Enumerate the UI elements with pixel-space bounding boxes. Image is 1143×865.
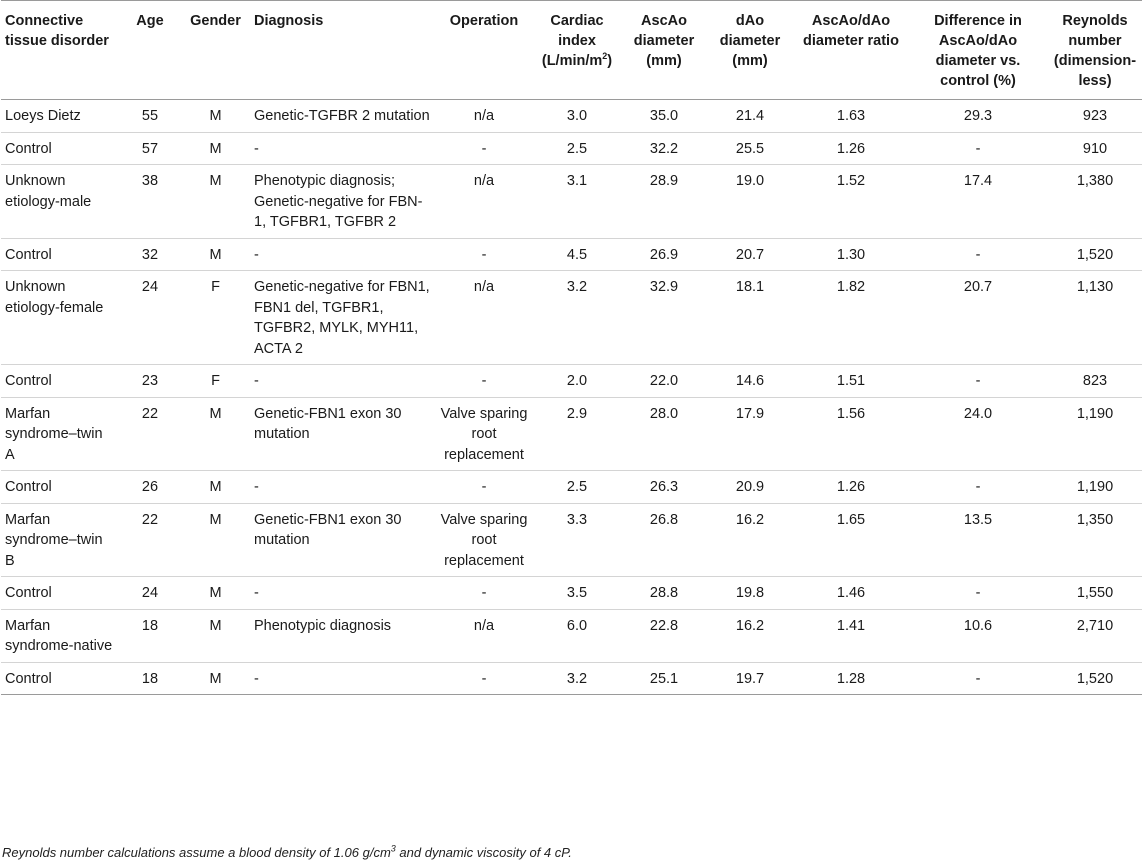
cell-difference: 20.7 <box>963 279 993 295</box>
cell-dao: 19.0 <box>735 173 765 189</box>
cell-gender: M <box>209 108 222 124</box>
cell-disorder: Unknown etiology-male <box>5 173 92 210</box>
cell-reynolds: 1,380 <box>1076 173 1114 189</box>
cell-dao: 17.9 <box>735 405 765 422</box>
cell-operation: Valve sparing root replacement <box>440 511 528 569</box>
cell-ascao: 32.2 <box>649 140 679 157</box>
footnote-text: Reynolds number calculations assume a blood density of 1.06 g/cm <box>2 845 391 860</box>
cell-ascao: 22.0 <box>649 373 679 389</box>
cell-operation: Valve sparing root replacement <box>440 405 528 463</box>
cell-ascao: 25.1 <box>649 670 679 687</box>
cell-diagnosis: - <box>254 670 259 687</box>
cell-operation: - <box>481 479 487 495</box>
cell-ascao: 32.9 <box>649 279 679 295</box>
header-dao: dAo diameter (mm) <box>719 13 781 69</box>
table-row <box>1 238 1142 271</box>
header-diagnosis: Diagnosis <box>254 13 324 29</box>
cell-disorder: Control <box>5 670 52 687</box>
cell-ascao: 26.9 <box>649 246 679 263</box>
cell-ratio: 1.41 <box>836 617 866 634</box>
cell-reynolds: 923 <box>1082 108 1108 124</box>
cell-ratio: 1.30 <box>836 246 866 263</box>
cell-cardiac-index: 3.1 <box>566 173 588 189</box>
cell-difference: - <box>975 373 981 389</box>
cell-difference: - <box>975 585 981 601</box>
table-body <box>1 100 1142 695</box>
cell-operation: - <box>481 585 487 601</box>
cell-diagnosis: Genetic-TGFBR 2 mutation <box>254 108 430 124</box>
cell-ratio: 1.51 <box>836 373 866 389</box>
cell-age: 22 <box>141 511 159 528</box>
cell-age: 26 <box>141 479 159 495</box>
table-row <box>1 397 1142 471</box>
cell-diagnosis: - <box>254 585 259 601</box>
cell-gender: F <box>211 373 220 389</box>
cell-diagnosis: Genetic-FBN1 exon 30 mutation <box>254 511 402 548</box>
cell-gender: M <box>209 617 222 634</box>
cell-disorder: Loeys Dietz <box>5 108 81 124</box>
cell-disorder: Marfan syndrome–twin B <box>5 511 103 569</box>
cell-cardiac-index: 3.3 <box>566 511 588 528</box>
cell-ascao: 28.0 <box>649 405 679 422</box>
cell-cardiac-index: 3.2 <box>566 670 588 687</box>
cell-reynolds: 910 <box>1082 140 1108 157</box>
cell-disorder: Control <box>5 585 52 601</box>
cell-age: 22 <box>141 405 159 422</box>
cell-ratio: 1.46 <box>836 585 866 601</box>
cell-reynolds: 1,130 <box>1076 279 1114 295</box>
cell-age: 38 <box>141 173 159 189</box>
cell-disorder: Control <box>5 373 52 389</box>
cell-operation: - <box>481 373 487 389</box>
cell-age: 18 <box>141 617 159 634</box>
footnote-sup: 3 <box>390 843 396 854</box>
cell-gender: M <box>209 173 222 189</box>
table-row <box>1 365 1142 398</box>
cell-disorder: Marfan syndrome–twin A <box>5 405 103 463</box>
cell-ratio: 1.28 <box>836 670 866 687</box>
header-operation: Operation <box>449 13 519 29</box>
cell-gender: M <box>209 246 222 263</box>
cell-age: 32 <box>141 246 159 263</box>
cell-difference: 24.0 <box>963 405 993 422</box>
cell-ascao: 22.8 <box>649 617 679 634</box>
cell-diagnosis: - <box>254 140 259 157</box>
cell-ratio: 1.26 <box>836 479 866 495</box>
cell-ascao: 35.0 <box>649 108 679 124</box>
cell-ascao: 26.3 <box>649 479 679 495</box>
cell-diagnosis: Phenotypic diagnosis; Genetic-negative for FBN-1, TGFBR1, TGFBR 2 <box>254 173 423 230</box>
cell-cardiac-index: 6.0 <box>566 617 588 634</box>
header-disorder: Connective tissue disorder <box>5 13 109 49</box>
header-cardiac-index-sup: 2 <box>602 51 608 62</box>
cell-diagnosis: Genetic-negative for FBN1, FBN1 del, TGFBR1, TGFBR2, MYLK, MYH11, ACTA 2 <box>254 279 430 357</box>
table-row <box>1 609 1142 662</box>
cell-age: 18 <box>141 670 159 687</box>
cell-dao: 20.7 <box>735 246 765 263</box>
cell-reynolds: 1,550 <box>1076 585 1114 601</box>
cell-ratio: 1.65 <box>836 511 866 528</box>
footnote <box>2 845 572 860</box>
cell-operation: - <box>481 246 487 263</box>
cell-difference: - <box>975 140 981 157</box>
cell-ratio: 1.26 <box>836 140 866 157</box>
table-row <box>1 577 1142 610</box>
cell-gender: M <box>209 479 222 495</box>
table-row <box>1 165 1142 239</box>
table-row <box>1 100 1142 133</box>
cell-diagnosis: - <box>254 373 259 389</box>
cell-dao: 19.7 <box>735 670 765 687</box>
cell-operation: n/a <box>473 108 495 124</box>
cell-diagnosis: - <box>254 246 259 263</box>
cell-disorder: Marfan syndrome-native <box>5 617 113 654</box>
cell-difference: - <box>975 670 981 687</box>
cell-disorder: Control <box>5 140 52 157</box>
cell-operation: n/a <box>473 173 495 189</box>
cell-ascao: 28.8 <box>649 585 679 601</box>
cell-gender: M <box>209 140 222 157</box>
cell-reynolds: 1,350 <box>1076 511 1114 528</box>
cell-ratio: 1.52 <box>836 173 866 189</box>
cell-ascao: 26.8 <box>649 511 679 528</box>
cell-operation: n/a <box>473 617 495 634</box>
cell-ratio: 1.82 <box>836 279 866 295</box>
cell-ascao: 28.9 <box>649 173 679 189</box>
cell-diagnosis: Phenotypic diagnosis <box>254 617 392 634</box>
cell-cardiac-index: 2.5 <box>566 479 588 495</box>
cell-cardiac-index: 2.9 <box>566 405 588 422</box>
cell-dao: 21.4 <box>735 108 765 124</box>
cell-reynolds: 1,520 <box>1076 246 1114 263</box>
cell-diagnosis: Genetic-FBN1 exon 30 mutation <box>254 405 402 442</box>
cell-dao: 16.2 <box>735 511 765 528</box>
cell-ratio: 1.63 <box>836 108 866 124</box>
cell-reynolds: 823 <box>1082 373 1108 389</box>
data-table <box>1 0 1142 695</box>
header-cardiac-index-close: ) <box>607 53 613 69</box>
table-row <box>1 271 1142 365</box>
table-row <box>1 662 1142 695</box>
header-cardiac-index-text: Cardiac index (L/min/m <box>541 13 604 69</box>
header-reynolds: Reynolds number (dimension-less) <box>1053 13 1137 89</box>
footnote-text-end: and dynamic viscosity of 4 cP. <box>395 845 572 860</box>
cell-disorder: Control <box>5 479 52 495</box>
cell-dao: 18.1 <box>735 279 765 295</box>
cell-gender: M <box>209 585 222 601</box>
header-age: Age <box>136 13 164 29</box>
cell-difference: 10.6 <box>963 617 993 634</box>
cell-difference: - <box>975 246 981 263</box>
cell-reynolds: 1,190 <box>1076 405 1114 422</box>
cell-gender: M <box>209 670 222 687</box>
cell-disorder: Unknown etiology-female <box>5 279 104 316</box>
cell-age: 57 <box>141 140 159 157</box>
cell-dao: 19.8 <box>735 585 765 601</box>
cell-operation: - <box>481 140 487 157</box>
cell-age: 24 <box>141 279 159 295</box>
table-row <box>1 503 1142 577</box>
cell-cardiac-index: 4.5 <box>566 246 588 263</box>
cell-gender: M <box>209 511 222 528</box>
cell-ratio: 1.56 <box>836 405 866 422</box>
cell-disorder: Control <box>5 246 52 263</box>
cell-difference: - <box>975 479 981 495</box>
cell-gender: F <box>211 279 220 295</box>
cell-gender: M <box>209 405 222 422</box>
cell-diagnosis: - <box>254 479 259 495</box>
cell-difference: 13.5 <box>963 511 993 528</box>
header-ascao: AscAo diameter (mm) <box>633 13 695 69</box>
cell-age: 24 <box>141 585 159 601</box>
cell-reynolds: 2,710 <box>1076 617 1114 634</box>
cell-cardiac-index: 3.0 <box>566 108 588 124</box>
cell-cardiac-index: 3.5 <box>566 585 588 601</box>
header-difference: Difference in AscAo/dAo diameter vs. control (%) <box>934 13 1022 89</box>
cell-reynolds: 1,520 <box>1076 670 1114 687</box>
header-gender: Gender <box>190 13 241 29</box>
table-row <box>1 132 1142 165</box>
cell-difference: 17.4 <box>963 173 993 189</box>
cell-age: 23 <box>141 373 159 389</box>
cell-dao: 25.5 <box>735 140 765 157</box>
cell-operation: - <box>481 670 487 687</box>
table-row <box>1 471 1142 504</box>
cell-dao: 20.9 <box>735 479 765 495</box>
cell-cardiac-index: 3.2 <box>566 279 588 295</box>
cell-difference: 29.3 <box>963 108 993 124</box>
header-row <box>1 1 1142 100</box>
cell-cardiac-index: 2.0 <box>566 373 588 389</box>
header-cardiac-index <box>532 1 622 100</box>
cell-dao: 16.2 <box>735 617 765 634</box>
cell-dao: 14.6 <box>735 373 765 389</box>
cell-operation: n/a <box>473 279 495 295</box>
cell-age: 55 <box>141 108 159 124</box>
cell-cardiac-index: 2.5 <box>566 140 588 157</box>
cell-reynolds: 1,190 <box>1076 479 1114 495</box>
header-ratio: AscAo/dAo diameter ratio <box>803 13 899 49</box>
